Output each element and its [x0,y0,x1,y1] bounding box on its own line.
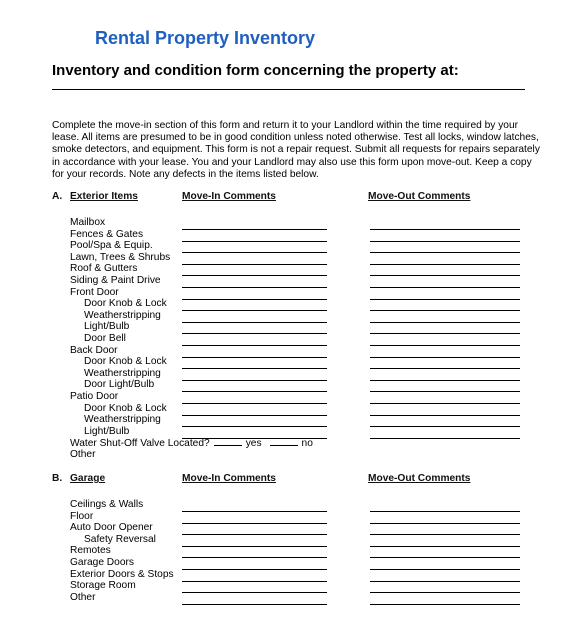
move-in-comment-line[interactable] [182,523,327,524]
section-letter: B. [52,473,63,484]
move-in-comment-line[interactable] [182,604,327,605]
item-label: Floor [70,510,94,522]
item-label: Weatherstripping [84,309,161,321]
move-out-comment-line[interactable] [370,264,520,265]
move-in-comment-line[interactable] [182,557,327,558]
item-label: Weatherstripping [84,367,161,379]
item-label: Exterior Doors & Stops [70,568,174,580]
move-out-header: Move-Out Comments [368,191,471,202]
item-label: Roof & Gutters [70,263,138,275]
move-in-comment-line[interactable] [182,310,327,311]
item-label-other: Other [70,449,96,460]
move-in-comment-line[interactable] [182,333,327,334]
move-out-comment-line[interactable] [370,403,520,404]
move-out-comment-line[interactable] [370,345,520,346]
move-in-comment-line[interactable] [182,229,327,230]
move-out-comment-line[interactable] [370,241,520,242]
section-title: Exterior Items [70,191,138,202]
item-label: Door Knob & Lock [84,356,167,368]
move-in-comment-line[interactable] [182,581,327,582]
item-label: Mailbox [70,217,106,228]
move-in-comment-line[interactable] [182,438,327,439]
move-out-comment-line[interactable] [370,604,520,605]
item-label: Weatherstripping [84,414,161,426]
move-in-comment-line[interactable] [182,345,327,346]
move-in-comment-line[interactable] [182,415,327,416]
move-in-comment-line[interactable] [182,592,327,593]
move-in-comment-line[interactable] [182,391,327,392]
page-title: Rental Property Inventory [95,28,316,48]
move-out-comment-line[interactable] [370,511,520,512]
intro-paragraph: Complete the move-in section of this form and return it to your Landlord within the time required by your lease. All items are presumed to be in good condition unless noted otherwise. Test all locks, window latches, smoke detectors, and equipment. This form is not a repair request. Submit all requests for repairs separately in accordance with your lease. You and your Landlord may also use this form upon move-out. Keep a copy for your records. Note any defects in the items listed below. [52,120,540,180]
move-out-comment-line[interactable] [370,380,520,381]
item-label: Light/Bulb [84,425,130,437]
move-out-comment-line[interactable] [370,357,520,358]
item-label: Auto Door Opener [70,522,153,534]
item-label: Other [70,591,96,603]
item-label: Light/Bulb [84,321,130,333]
move-in-comment-line[interactable] [182,299,327,300]
move-out-comment-line[interactable] [370,310,520,311]
move-in-comment-line[interactable] [182,287,327,288]
move-out-comment-line[interactable] [370,391,520,392]
item-label: Back Door [70,344,118,356]
move-out-comment-line[interactable] [370,557,520,558]
item-label: Storage Room [70,580,136,592]
move-out-comment-line[interactable] [370,523,520,524]
move-in-comment-line[interactable] [182,569,327,570]
move-out-comment-line[interactable] [370,287,520,288]
water-valve-question [70,437,313,449]
item-label: Door Knob & Lock [84,402,167,414]
no-label: no [301,438,313,450]
property-address-line[interactable] [52,89,525,90]
item-label: Garage Doors [70,557,134,568]
yes-label: yes [245,438,262,450]
move-out-comment-line[interactable] [370,592,520,593]
move-in-comment-line[interactable] [182,403,327,404]
item-label: Fences & Gates [70,228,144,240]
move-in-comment-line[interactable] [182,252,327,253]
move-in-comment-line[interactable] [182,241,327,242]
move-out-comment-line[interactable] [370,368,520,369]
move-in-comment-line[interactable] [182,368,327,369]
move-out-comment-line[interactable] [370,229,520,230]
move-in-header: Move-In Comments [182,191,276,202]
item-label: Door Light/Bulb [84,379,155,391]
section-title: Garage [70,473,106,484]
item-label: Siding & Paint Drive [70,275,161,286]
move-out-comment-line[interactable] [370,426,520,427]
move-in-comment-line[interactable] [182,322,327,323]
move-in-header: Move-In Comments [182,473,276,484]
move-out-header: Move-Out Comments [368,473,471,484]
form-subtitle: Inventory and condition form concerning the property at: [52,62,459,79]
item-label: Safety Reversal [84,533,156,545]
move-in-comment-line[interactable] [182,264,327,265]
move-out-comment-line[interactable] [370,299,520,300]
move-in-comment-line[interactable] [182,511,327,512]
move-out-comment-line[interactable] [370,275,520,276]
move-out-comment-line[interactable] [370,415,520,416]
move-in-comment-line[interactable] [182,426,327,427]
move-out-comment-line[interactable] [370,322,520,323]
item-label: Door Knob & Lock [84,298,167,310]
item-label: Pool/Spa & Equip. [70,240,153,252]
move-out-comment-line[interactable] [370,333,520,334]
move-in-comment-line[interactable] [182,546,327,547]
move-in-comment-line[interactable] [182,275,327,276]
item-label: Ceilings & Walls [70,499,144,510]
item-label: Front Door [70,286,119,298]
item-label: Lawn, Trees & Shrubs [70,251,171,263]
water-valve-label: Water Shut-Off Valve Located? [70,438,210,450]
move-out-comment-line[interactable] [370,534,520,535]
move-out-comment-line[interactable] [370,581,520,582]
section-letter: A. [52,191,63,202]
move-in-comment-line[interactable] [182,534,327,535]
move-out-comment-line[interactable] [370,438,520,439]
move-in-comment-line[interactable] [182,357,327,358]
move-out-comment-line[interactable] [370,546,520,547]
item-label: Door Bell [84,333,126,344]
item-label: Patio Door [70,391,119,402]
move-in-comment-line[interactable] [182,380,327,381]
move-out-comment-line[interactable] [370,252,520,253]
move-out-comment-line[interactable] [370,569,520,570]
item-label: Remotes [70,545,111,557]
